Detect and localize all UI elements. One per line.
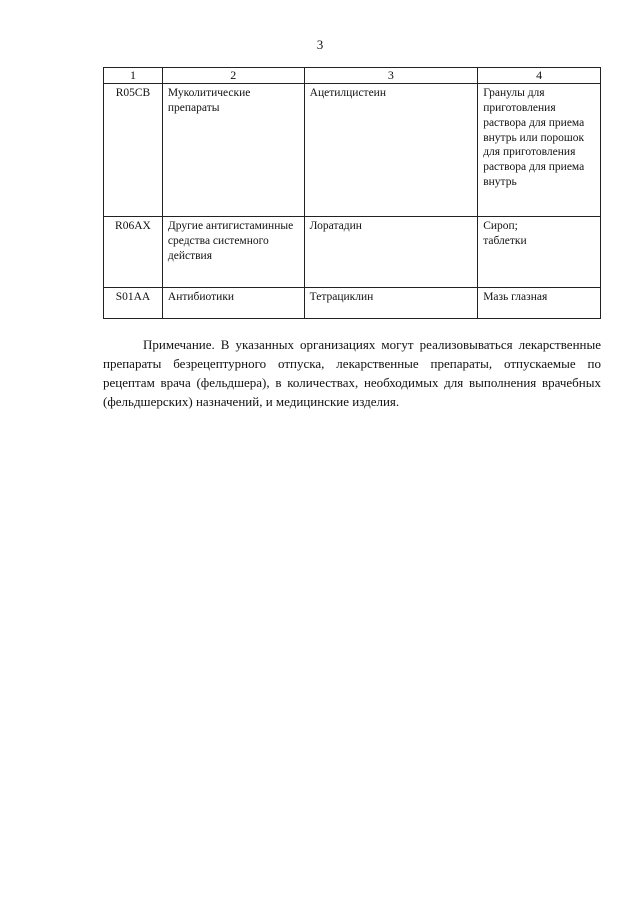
column-header-2: 2 [162, 68, 304, 84]
group-cell: Антибиотики [162, 288, 304, 319]
atc-code-cell: S01AA [104, 288, 163, 319]
column-header-1: 1 [104, 68, 163, 84]
substance-cell: Тетрациклин [304, 288, 478, 319]
atc-code-cell: R06AX [104, 217, 163, 288]
atc-code-cell: R05CB [104, 84, 163, 217]
note-paragraph: Примечание. В указанных организациях могут реализовываться лекарственные препараты безрецептурного отпуска, лекарственные препараты, отпускаемые по рецептам врача (фельдшера), в количествах, необходимых для выполнения врачебных (фельдшерских) назначений, и медицинские изделия. [103, 337, 601, 409]
dosage-form-cell: Гранулы для приготовления раствора для приема внутрь или порошок для приготовления раствора для приема внутрь [478, 84, 601, 217]
page-number: 3 [316, 37, 324, 52]
drug-table [103, 67, 601, 319]
table-header-row [104, 68, 601, 84]
dosage-form-cell: Мазь глазная [478, 288, 601, 319]
group-cell: Муколитические препараты [162, 84, 304, 217]
column-header-3: 3 [304, 68, 478, 84]
group-cell: Другие антигистаминные средства системного действия [162, 217, 304, 288]
table-row [104, 84, 601, 217]
substance-cell: Лоратадин [304, 217, 478, 288]
table-row [104, 217, 601, 288]
column-header-4: 4 [478, 68, 601, 84]
substance-cell: Ацетилцистеин [304, 84, 478, 217]
table-row [104, 288, 601, 319]
dosage-form-cell: Сироп; таблетки [478, 217, 601, 288]
